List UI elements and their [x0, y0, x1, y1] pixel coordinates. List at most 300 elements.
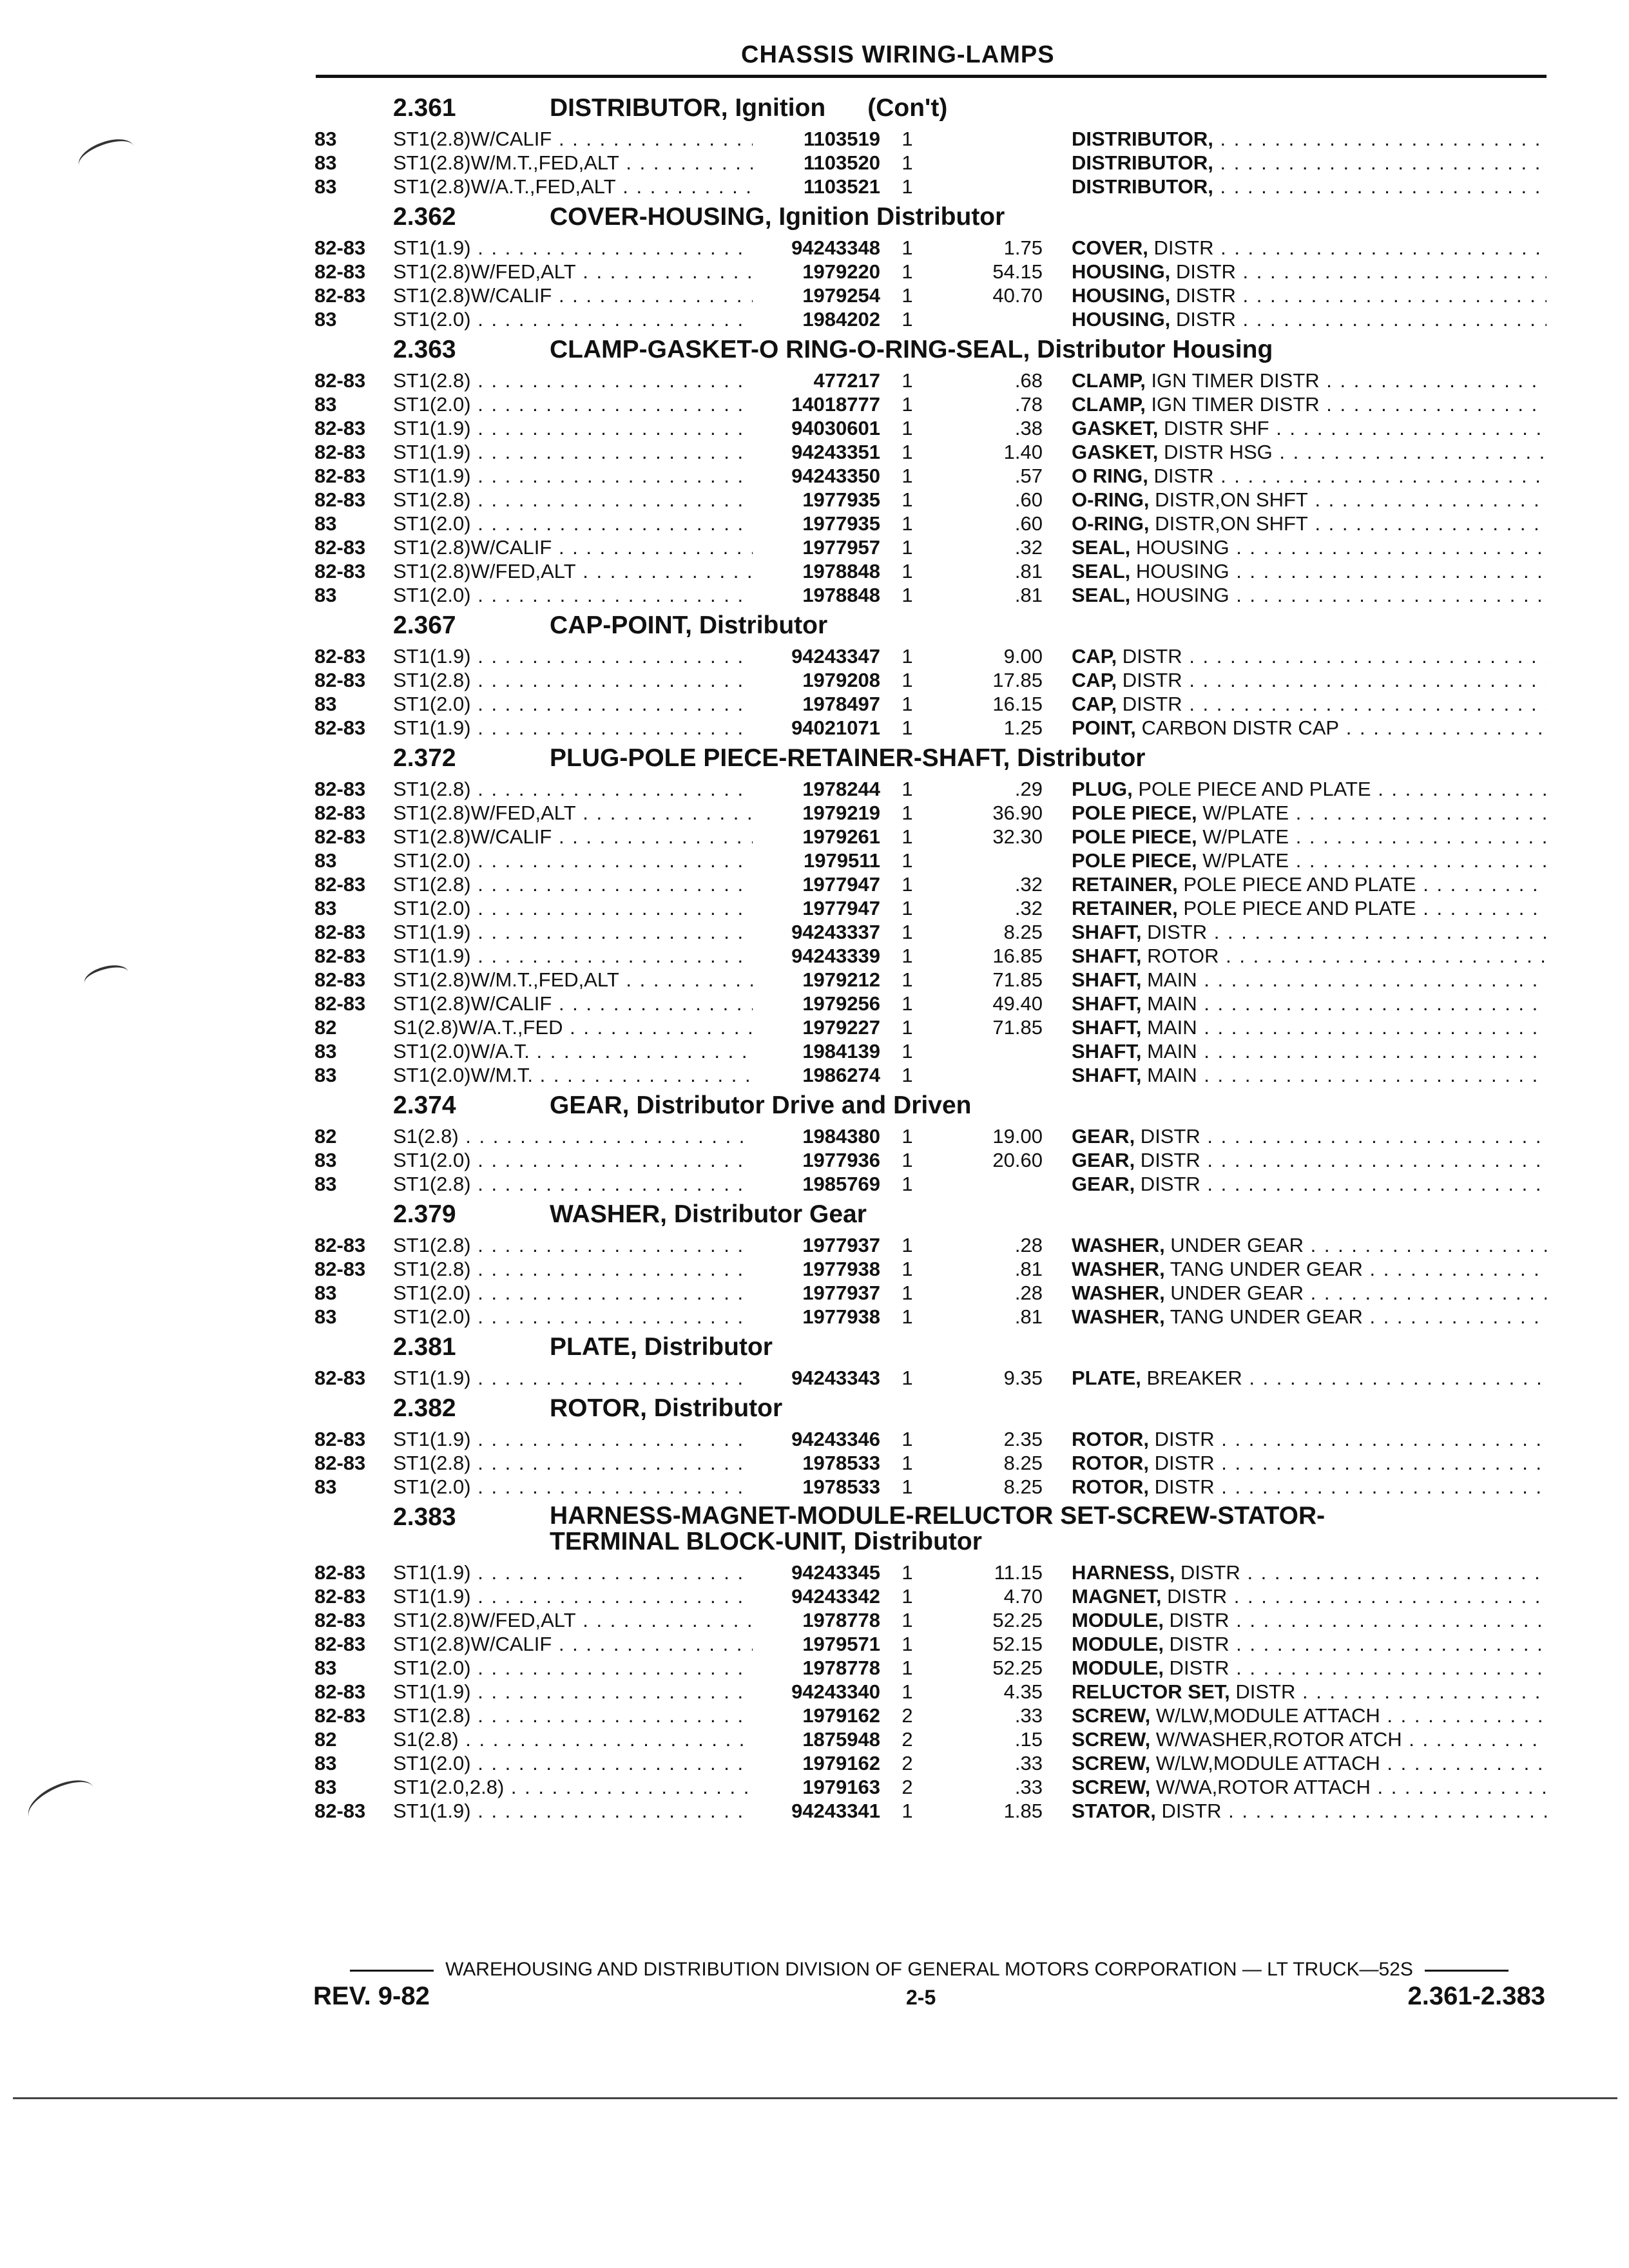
- part-name: O RING,: [1072, 465, 1148, 487]
- part-name: GEAR,: [1072, 1149, 1135, 1171]
- part-detail: TANG UNDER GEAR: [1164, 1305, 1363, 1328]
- model-year: 82-83: [314, 369, 366, 392]
- section-header: [314, 1328, 1547, 1365]
- part-description: [1072, 1149, 1547, 1172]
- part-number: 1977947: [753, 897, 880, 920]
- part-number: 94021071: [753, 716, 880, 740]
- part-name: MAGNET,: [1072, 1585, 1162, 1608]
- model-year: 82: [314, 1728, 337, 1751]
- list-price: .28: [1014, 1282, 1043, 1304]
- part-number: 1977935: [753, 512, 880, 535]
- part-row: [314, 368, 1547, 392]
- part-detail: DISTR: [1170, 260, 1236, 283]
- list-price: .78: [1014, 393, 1043, 416]
- section-header: [314, 1086, 1547, 1124]
- part-detail: W/PLATE: [1197, 802, 1289, 824]
- section-title: [550, 744, 1145, 773]
- section-title-qualifier: Distributor Drive and Driven: [629, 1091, 972, 1119]
- quantity: 1: [901, 1234, 913, 1256]
- application: ST1(2.0) . . .: [393, 1149, 786, 1172]
- part-description: [1072, 1452, 1547, 1475]
- part-detail: DISTR: [1170, 308, 1236, 331]
- part-row: [314, 1774, 1547, 1798]
- part-row: [314, 991, 1547, 1015]
- model-year: 82: [314, 1016, 337, 1039]
- part-name: SHAFT,: [1072, 968, 1142, 991]
- part-number: 1979261: [753, 825, 880, 849]
- part-name: HOUSING,: [1072, 308, 1171, 331]
- application: ST1(2.8)W/FED,ALT . . .: [393, 1609, 786, 1632]
- part-number: 1979162: [753, 1752, 880, 1775]
- model-year: 83: [314, 584, 337, 606]
- part-number: 94243346: [753, 1428, 880, 1451]
- part-detail: DISTR: [1135, 1125, 1200, 1148]
- part-name: SHAFT,: [1072, 992, 1142, 1015]
- list-price: 71.85: [992, 968, 1043, 991]
- list-price: .57: [1014, 465, 1043, 487]
- application: ST1(1.9) . . .: [393, 1680, 786, 1704]
- model-year: 82-83: [314, 921, 366, 943]
- section-title-qualifier: Distributor: [846, 1528, 982, 1555]
- part-row: [314, 283, 1547, 307]
- part-description: [1072, 417, 1547, 440]
- model-year: 82-83: [314, 536, 366, 559]
- part-number: 1875948: [753, 1728, 880, 1751]
- part-row: [314, 1703, 1547, 1727]
- part-description: [1072, 897, 1547, 920]
- part-number: 94243347: [753, 645, 880, 668]
- part-description: [1072, 308, 1547, 331]
- part-description: [1072, 802, 1547, 825]
- part-detail: W/PLATE: [1197, 825, 1289, 848]
- application: ST1(2.8) . . .: [393, 369, 786, 392]
- part-row: [314, 1062, 1547, 1086]
- list-price: .32: [1014, 897, 1043, 919]
- part-row: [314, 872, 1547, 896]
- quantity: 1: [901, 1475, 913, 1498]
- list-price: .60: [1014, 488, 1043, 511]
- part-name: WASHER,: [1072, 1282, 1165, 1304]
- part-description: [1072, 175, 1547, 198]
- page-title: CHASSIS WIRING-LAMPS: [741, 41, 1055, 68]
- part-detail: MAIN: [1141, 992, 1197, 1015]
- quantity: 1: [901, 1258, 913, 1280]
- quantity: 1: [901, 968, 913, 991]
- part-name: SCREW,: [1072, 1752, 1151, 1774]
- part-description: [1072, 1367, 1547, 1390]
- application: ST1(1.9) . . .: [393, 645, 786, 668]
- part-description: [1072, 584, 1547, 607]
- part-number: 1984202: [753, 308, 880, 331]
- parts-list: [314, 89, 1547, 1822]
- part-detail: W/WA,ROTOR ATTACH: [1150, 1776, 1371, 1798]
- model-year: 82-83: [314, 1800, 366, 1822]
- part-number: 1978848: [753, 560, 880, 583]
- quantity: 1: [901, 693, 913, 715]
- part-detail: DISTR SHF: [1158, 417, 1269, 439]
- part-name: GEAR,: [1072, 1125, 1135, 1148]
- part-description: [1072, 512, 1547, 535]
- list-price: .60: [1014, 512, 1043, 535]
- part-row: [314, 1304, 1547, 1328]
- application: ST1(2.8)W/FED,ALT . . .: [393, 260, 786, 284]
- part-row: [314, 691, 1547, 715]
- part-name: RELUCTOR SET,: [1072, 1680, 1230, 1703]
- quantity: 1: [901, 1064, 913, 1086]
- part-description: [1072, 1657, 1547, 1680]
- model-year: 82-83: [314, 945, 366, 967]
- part-number: 1977936: [753, 1149, 880, 1172]
- quantity: 1: [901, 369, 913, 392]
- section-title-main: GEAR,: [550, 1091, 630, 1119]
- application: ST1(1.9) . . .: [393, 1428, 786, 1451]
- part-detail: POLE PIECE AND PLATE: [1132, 778, 1371, 800]
- part-description: [1072, 1609, 1547, 1632]
- part-detail: POLE PIECE AND PLATE: [1177, 873, 1416, 896]
- application: ST1(2.8) . . .: [393, 1452, 786, 1475]
- section-number: 2.383: [393, 1503, 456, 1531]
- section-2-372: [314, 739, 1547, 1086]
- part-row: [314, 1280, 1547, 1304]
- model-year: 82-83: [314, 1585, 366, 1608]
- list-price: 49.40: [992, 992, 1043, 1015]
- part-description: [1072, 825, 1547, 849]
- section-title-qualifier: Distributor Gear: [667, 1200, 867, 1228]
- list-price: 4.35: [1003, 1680, 1043, 1703]
- quantity: 1: [901, 1305, 913, 1328]
- part-description: [1072, 1585, 1547, 1608]
- part-row: [314, 150, 1547, 174]
- part-row: [314, 582, 1547, 606]
- part-number: 94243350: [753, 465, 880, 488]
- part-name: DISTRIBUTOR,: [1072, 175, 1213, 198]
- part-description: [1072, 1680, 1547, 1704]
- part-description: [1072, 1305, 1547, 1329]
- section-title: [550, 203, 1005, 231]
- application: ST1(2.8) . . .: [393, 1704, 786, 1727]
- part-number: 1977937: [753, 1282, 880, 1305]
- section-number: 2.362: [393, 203, 456, 231]
- application: ST1(2.8)W/CALIF . . .: [393, 284, 786, 307]
- model-year: 83: [314, 128, 337, 150]
- application: ST1(2.8)W/CALIF . . .: [393, 1633, 786, 1656]
- application: ST1(2.0,2.8) . . .: [393, 1776, 786, 1799]
- application: ST1(2.0)W/M.T. . . .: [393, 1064, 786, 1087]
- part-row: [314, 715, 1547, 739]
- model-year: 83: [314, 393, 337, 416]
- model-year: 83: [314, 308, 337, 331]
- part-number: 1977957: [753, 536, 880, 559]
- part-row: [314, 1679, 1547, 1703]
- part-number: 1979212: [753, 968, 880, 992]
- part-name: RETAINER,: [1072, 873, 1178, 896]
- part-detail: MAIN: [1141, 1064, 1197, 1086]
- part-row: [314, 1608, 1547, 1631]
- model-year: 83: [314, 151, 337, 174]
- section-title: [550, 1091, 971, 1120]
- part-name: CAP,: [1072, 645, 1117, 668]
- list-price: 17.85: [992, 669, 1043, 691]
- section-number: 2.361: [393, 94, 456, 122]
- model-year: 83: [314, 175, 337, 198]
- part-detail: DISTR: [1229, 1680, 1296, 1703]
- quantity: 2: [901, 1776, 913, 1798]
- part-number: 94243351: [753, 441, 880, 464]
- section-title-main: ROTOR,: [550, 1394, 647, 1422]
- section-title-qualifier: Distributor: [1010, 744, 1146, 772]
- part-detail: UNDER GEAR: [1164, 1282, 1304, 1304]
- quantity: 1: [901, 645, 913, 668]
- part-row: [314, 487, 1547, 511]
- section-2-381: [314, 1328, 1547, 1389]
- part-detail: HOUSING: [1130, 584, 1229, 606]
- list-price: .81: [1014, 1305, 1043, 1328]
- part-description: [1072, 921, 1547, 944]
- part-name: GASKET,: [1072, 417, 1159, 439]
- model-year: 82-83: [314, 1633, 366, 1655]
- model-year: 82-83: [314, 560, 366, 582]
- quantity: 1: [901, 236, 913, 259]
- application: ST1(1.9) . . .: [393, 716, 786, 740]
- list-price: 4.70: [1003, 1585, 1043, 1608]
- quantity: 1: [901, 465, 913, 487]
- part-detail: DISTR: [1175, 1561, 1240, 1584]
- part-description: [1072, 236, 1547, 260]
- part-number: 1986274: [753, 1064, 880, 1087]
- list-price: 36.90: [992, 802, 1043, 824]
- part-row: [314, 392, 1547, 416]
- part-description: [1072, 1561, 1547, 1584]
- part-detail: DISTR: [1117, 645, 1182, 668]
- part-detail: DISTR: [1117, 669, 1182, 691]
- part-detail: DISTR,ON SHFT: [1149, 488, 1308, 511]
- part-description: [1072, 1173, 1547, 1196]
- application: ST1(2.8) . . .: [393, 1258, 786, 1281]
- list-price: .33: [1014, 1776, 1043, 1798]
- part-description: [1072, 488, 1547, 512]
- part-row: [314, 307, 1547, 331]
- part-detail: DISTR,ON SHFT: [1149, 512, 1308, 535]
- part-name: MODULE,: [1072, 1609, 1164, 1631]
- quantity: 1: [901, 441, 913, 463]
- part-row: [314, 1474, 1547, 1498]
- section-number: 2.367: [393, 611, 456, 639]
- application: ST1(1.9) . . .: [393, 1561, 786, 1584]
- section-2-379: [314, 1195, 1547, 1328]
- model-year: 83: [314, 1040, 337, 1062]
- application: ST1(2.0) . . .: [393, 1475, 786, 1499]
- part-number: 14018777: [753, 393, 880, 416]
- part-name: POINT,: [1072, 716, 1136, 739]
- part-name: SEAL,: [1072, 560, 1131, 582]
- section-2-383: [314, 1498, 1547, 1822]
- quantity: 1: [901, 1680, 913, 1703]
- part-description: [1072, 1752, 1547, 1775]
- part-detail: MAIN: [1141, 968, 1197, 991]
- application: ST1(2.0) . . .: [393, 1305, 786, 1329]
- list-price: 16.85: [992, 945, 1043, 967]
- application: ST1(2.8)W/M.T.,FED,ALT . . .: [393, 968, 786, 992]
- section-2-362: [314, 198, 1547, 331]
- application: ST1(2.8)W/A.T.,FED,ALT . . .: [393, 175, 786, 198]
- section-title-qualifier: Ignition (Con't): [728, 94, 948, 122]
- part-detail: DISTR HSG: [1158, 441, 1273, 463]
- section-header: [314, 1389, 1547, 1427]
- model-year: 82-83: [314, 488, 366, 511]
- part-number: 94030601: [753, 417, 880, 440]
- application: ST1(1.9) . . .: [393, 236, 786, 260]
- quantity: 1: [901, 512, 913, 535]
- application: S1(2.8) . . .: [393, 1125, 786, 1148]
- part-detail: DISTR: [1149, 1475, 1215, 1498]
- part-detail: MAIN: [1141, 1016, 1197, 1039]
- part-row: [314, 967, 1547, 991]
- application: ST1(2.0) . . .: [393, 1752, 786, 1775]
- part-description: [1072, 1728, 1547, 1751]
- model-year: 82-83: [314, 1452, 366, 1474]
- section-title: [550, 1503, 1325, 1555]
- section-title-qualifier: Distributor Housing: [1030, 336, 1273, 363]
- section-2-367: [314, 606, 1547, 739]
- part-number: 1978848: [753, 584, 880, 607]
- section-number: 2.363: [393, 336, 456, 363]
- part-detail: DISTR: [1170, 284, 1236, 307]
- list-price: .29: [1014, 778, 1043, 800]
- part-row: [314, 1233, 1547, 1256]
- application: ST1(2.0) . . .: [393, 1282, 786, 1305]
- part-row: [314, 919, 1547, 943]
- quantity: 1: [901, 1428, 913, 1450]
- application: ST1(1.9) . . .: [393, 1585, 786, 1608]
- part-name: CLAMP,: [1072, 393, 1146, 416]
- part-number: 94243343: [753, 1367, 880, 1390]
- part-name: HOUSING,: [1072, 284, 1171, 307]
- model-year: 82-83: [314, 465, 366, 487]
- part-number: 1979163: [753, 1776, 880, 1799]
- part-name: HARNESS,: [1072, 1561, 1175, 1584]
- list-price: .33: [1014, 1752, 1043, 1774]
- section-2-374: [314, 1086, 1547, 1195]
- part-row: [314, 1560, 1547, 1584]
- part-description: [1072, 992, 1547, 1015]
- part-name: O-RING,: [1072, 488, 1150, 511]
- part-name: STATOR,: [1072, 1800, 1156, 1822]
- part-name: POLE PIECE,: [1072, 802, 1197, 824]
- part-detail: ROTOR: [1141, 945, 1219, 967]
- application: ST1(2.8) . . .: [393, 1234, 786, 1257]
- section-title-qualifier: Ignition Distributor: [771, 203, 1005, 231]
- quantity: 1: [901, 1040, 913, 1062]
- application: ST1(2.0) . . .: [393, 308, 786, 331]
- model-year: 82-83: [314, 825, 366, 848]
- part-row: [314, 416, 1547, 439]
- part-row: [314, 824, 1547, 848]
- part-number: 1977947: [753, 873, 880, 896]
- part-row: [314, 535, 1547, 559]
- section-title-main: CLAMP-GASKET-O RING-O-RING-SEAL,: [550, 336, 1030, 363]
- list-price: 11.15: [994, 1561, 1043, 1584]
- section-header: [314, 331, 1547, 368]
- part-row: [314, 1148, 1547, 1171]
- section-title-main: CAP-POINT,: [550, 611, 693, 639]
- application: ST1(2.8) . . .: [393, 669, 786, 692]
- quantity: 1: [901, 536, 913, 559]
- quantity: 1: [901, 802, 913, 824]
- part-name: COVER,: [1072, 236, 1148, 259]
- quantity: 1: [901, 1282, 913, 1304]
- part-detail: DISTR: [1155, 1800, 1222, 1822]
- revision-label: REV. 9-82: [313, 1982, 430, 2010]
- model-year: 82-83: [314, 1609, 366, 1631]
- application: ST1(2.8)W/FED,ALT . . .: [393, 802, 786, 825]
- part-number: 1979162: [753, 1704, 880, 1727]
- quantity: 1: [901, 1452, 913, 1474]
- model-year: 82: [314, 1125, 337, 1148]
- part-number: 94243339: [753, 945, 880, 968]
- section-2-361: [314, 89, 1547, 198]
- part-number: 1978533: [753, 1452, 880, 1475]
- part-name: PLUG,: [1072, 778, 1133, 800]
- part-name: GASKET,: [1072, 441, 1159, 463]
- part-row: [314, 848, 1547, 872]
- list-price: 1.25: [1003, 716, 1043, 739]
- quantity: 1: [901, 308, 913, 331]
- section-header: [314, 89, 1547, 126]
- part-description: [1072, 1234, 1547, 1257]
- part-row: [314, 1584, 1547, 1608]
- bottom-rule: [13, 2097, 1617, 2099]
- part-detail: DISTR: [1149, 1428, 1215, 1450]
- quantity: 1: [901, 897, 913, 919]
- part-row: [314, 1124, 1547, 1148]
- application: ST1(1.9) . . .: [393, 945, 786, 968]
- application: ST1(2.0)W/A.T. . . .: [393, 1040, 786, 1063]
- list-price: .81: [1014, 1258, 1043, 1280]
- model-year: 82-83: [314, 1561, 366, 1584]
- model-year: 83: [314, 1149, 337, 1171]
- part-detail: UNDER GEAR: [1164, 1234, 1304, 1256]
- part-number: 1978533: [753, 1475, 880, 1499]
- part-description: [1072, 284, 1547, 307]
- part-name: SHAFT,: [1072, 921, 1142, 943]
- quantity: 1: [901, 921, 913, 943]
- part-row: [314, 235, 1547, 259]
- application: ST1(2.0) . . .: [393, 584, 786, 607]
- section-header: [314, 606, 1547, 644]
- quantity: 1: [901, 584, 913, 606]
- part-number: 477217: [753, 369, 880, 392]
- part-number: 1103520: [753, 151, 880, 175]
- part-row: [314, 259, 1547, 283]
- part-row: [314, 1256, 1547, 1280]
- part-number: 94243342: [753, 1585, 880, 1608]
- list-price: .68: [1014, 369, 1043, 392]
- section-title-qualifier: Distributor: [692, 611, 828, 639]
- application: ST1(2.8)W/M.T.,FED,ALT . . .: [393, 151, 786, 175]
- part-number: 1977937: [753, 1234, 880, 1257]
- section-title: [550, 611, 827, 640]
- footer-division: WAREHOUSING AND DISTRIBUTION DIVISION OF GENERAL MOTORS CORPORATION — LT TRUCK—52S: [313, 1959, 1545, 1981]
- section-title-qualifier: Distributor: [646, 1394, 783, 1422]
- quantity: 1: [901, 1633, 913, 1655]
- quantity: 2: [901, 1728, 913, 1751]
- model-year: 83: [314, 1305, 337, 1328]
- quantity: 1: [901, 284, 913, 307]
- part-description: [1072, 1040, 1547, 1063]
- list-price: 9.35: [1003, 1367, 1043, 1389]
- list-price: 52.25: [992, 1609, 1043, 1631]
- application: ST1(1.9) . . .: [393, 921, 786, 944]
